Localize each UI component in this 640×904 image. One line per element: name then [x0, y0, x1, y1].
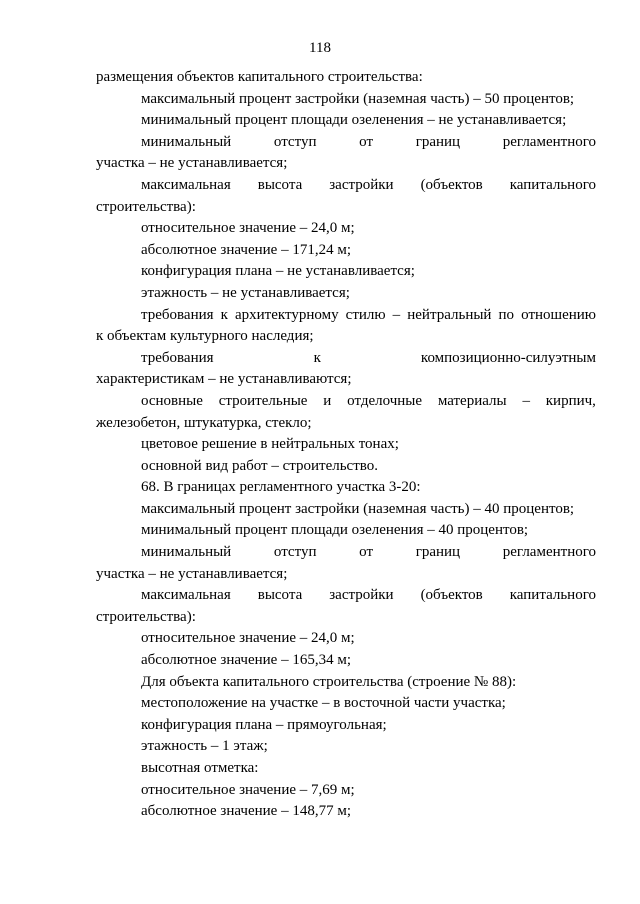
text-word: – [522, 392, 530, 409]
text-word: к [313, 349, 321, 366]
text-word: (объектов [420, 176, 483, 193]
text-line [96, 628, 596, 650]
text-line [96, 110, 596, 132]
text-word: композиционно-силуэтным [420, 349, 596, 366]
text-word: строительства): [96, 198, 196, 215]
text-line [96, 520, 596, 542]
text-line [96, 197, 596, 219]
text-line [96, 736, 596, 758]
text-line [96, 542, 596, 564]
text-word: характеристикам – не устанавливаются; [96, 371, 352, 388]
text-word: высотная отметка: [141, 760, 259, 776]
text-line [96, 369, 596, 391]
text-word: от [359, 133, 374, 150]
text-word: железобетон, штукатурка, стекло; [96, 414, 312, 431]
text-word: абсолютное значение – 165,34 м; [141, 652, 351, 669]
text-word: конфигурация плана – не устанавливается; [141, 263, 415, 280]
text-word: капитального [509, 176, 596, 193]
text-line [96, 715, 596, 737]
text-word: относительное значение – 24,0 м; [141, 220, 355, 237]
text-word: по [498, 306, 515, 323]
text-word: границ [415, 544, 461, 561]
text-word: материалы [437, 392, 507, 409]
text-word: относительное значение – 7,69 м; [141, 781, 355, 798]
text-line [96, 801, 596, 823]
text-word: максимальный процент застройки (наземная часть) – 40 процентов; [141, 500, 575, 517]
text-word: капитального [509, 587, 596, 604]
text-word: минимальный процент площади озеленения – не устанавливается; [141, 112, 567, 129]
text-word: архитектурному [234, 306, 339, 323]
text-word: местоположение на участке – в восточной части участка; [141, 695, 506, 712]
text-word: основной вид работ – строительство. [141, 457, 378, 474]
text-word: отступ [273, 133, 317, 150]
text-line [96, 780, 596, 802]
text-line [96, 585, 596, 607]
text-word: абсолютное значение – 148,77 м; [141, 803, 351, 820]
text-line [96, 153, 596, 175]
text-word: регламентного [502, 133, 596, 150]
text-line [96, 89, 596, 111]
text-line [96, 499, 596, 521]
page-number: 118 [309, 40, 331, 56]
text-word: этажность – не устанавливается; [141, 284, 350, 301]
text-word: высота [257, 176, 303, 193]
document-body [96, 67, 596, 823]
text-word: участка – не устанавливается; [96, 565, 288, 582]
text-line [96, 218, 596, 240]
text-line [96, 693, 596, 715]
text-word: конфигурация плана – прямоугольная; [141, 716, 387, 733]
text-word: максимальный процент застройки (наземная часть) – 50 процентов; [141, 90, 575, 107]
text-word: высота [257, 587, 303, 604]
text-line [96, 607, 596, 629]
text-word: застройки [329, 587, 394, 604]
text-word: отступ [273, 544, 317, 561]
text-word: абсолютное значение – 171,24 м; [141, 241, 351, 258]
text-word: минимальный процент площади озеленения – 40 процентов; [141, 522, 529, 539]
text-line [96, 326, 596, 348]
text-line [96, 650, 596, 672]
text-line [96, 132, 596, 154]
text-word: границ [415, 133, 461, 150]
text-line [96, 758, 596, 780]
text-word: застройки [329, 176, 394, 193]
text-line [96, 348, 596, 370]
text-word: регламентного [502, 544, 596, 561]
text-line [96, 67, 596, 89]
text-line [96, 283, 596, 305]
text-word: 68. В границах регламентного участка 3-20: [141, 479, 421, 496]
text-word: отношению [521, 306, 596, 323]
text-word: к [220, 306, 228, 323]
text-word: относительное значение – 24,0 м; [141, 630, 355, 647]
text-word: и [323, 392, 332, 409]
text-line [96, 261, 596, 283]
text-word: отделочные [347, 392, 423, 409]
text-word: требования [141, 349, 214, 366]
text-word: от [359, 544, 374, 561]
text-word: (объектов [420, 587, 483, 604]
text-line [96, 240, 596, 262]
text-word: минимальный [141, 544, 232, 561]
text-word: минимальный [141, 133, 232, 150]
text-word: максимальная [141, 587, 231, 604]
text-word: нейтральный [407, 306, 492, 323]
text-line [96, 672, 596, 694]
text-word: кирпич, [545, 392, 596, 409]
text-word: основные [141, 392, 203, 409]
text-line [96, 434, 596, 456]
text-word: участка – не устанавливается; [96, 155, 288, 172]
text-word: максимальная [141, 176, 231, 193]
text-word: размещения объектов капитального строительства: [96, 69, 423, 85]
text-word: – [392, 306, 401, 323]
text-line [96, 564, 596, 586]
text-line [96, 413, 596, 435]
text-word: к объектам культурного наследия; [96, 328, 314, 345]
text-line [96, 175, 596, 197]
text-line [96, 456, 596, 478]
text-word: требования [141, 306, 214, 323]
text-line [96, 305, 596, 327]
text-word: Для объекта капитального строительства (строение № 88): [141, 673, 517, 690]
text-word: этажность – 1 этаж; [141, 738, 268, 755]
text-line [96, 391, 596, 413]
text-word: строительства): [96, 608, 196, 625]
text-word: строительные [218, 392, 308, 409]
text-word: стилю [345, 306, 386, 323]
text-word: цветовое решение в нейтральных тонах; [141, 436, 399, 453]
text-line [96, 477, 596, 499]
